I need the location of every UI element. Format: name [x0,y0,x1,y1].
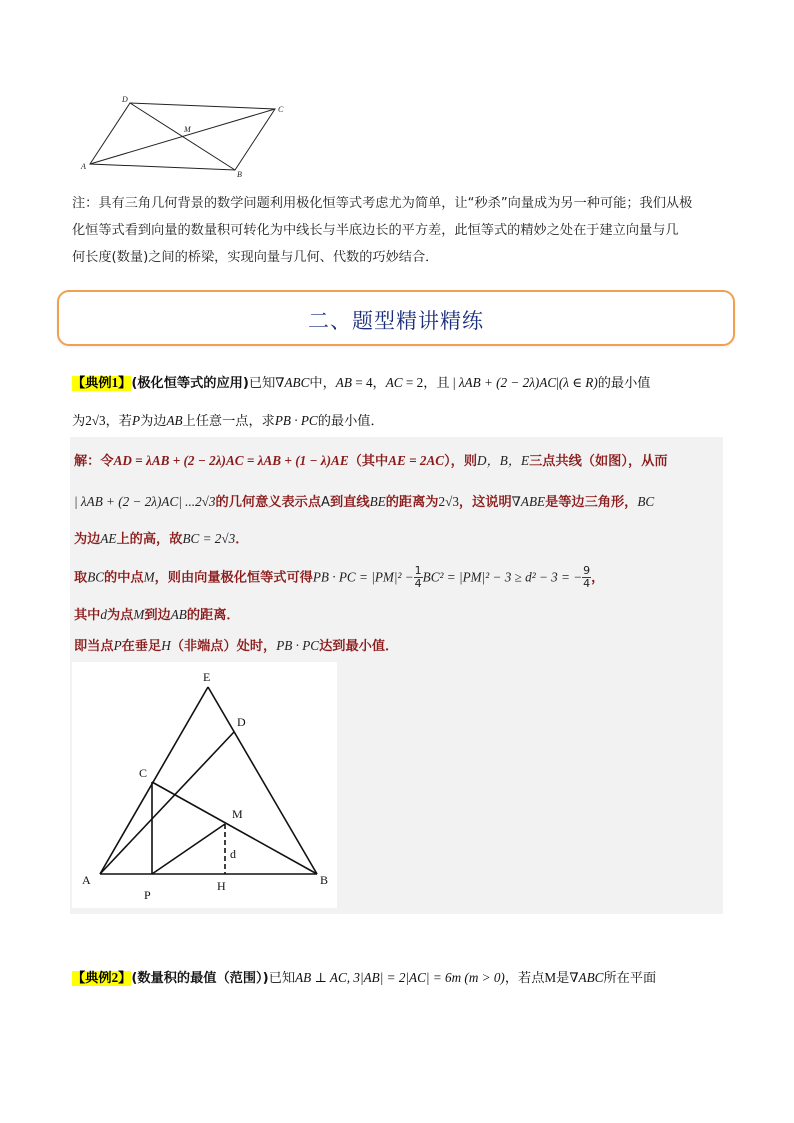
example2-text: 是 [556,971,570,986]
vector-AD-expression: AD = λAB + (2 − 2λ)AC = λAB + (1 − λ)AE [113,453,349,468]
magnitude-expression: | λAB + (2 − 2λ)AC| ...2√3 [74,494,216,509]
parallelogram-figure [80,93,290,178]
fraction-one-quarter: $\frac{1}{4}$ [414,564,422,590]
solution-text: ， [591,570,605,586]
label-H: H [217,879,226,893]
solution-text: 是等边三角形， [545,495,638,510]
label-C: C [278,105,284,114]
solution-text: 为点 [106,608,134,623]
note-paragraph [72,190,727,271]
line-BE: BE [369,494,386,509]
point-M: M [133,607,145,622]
points-DBE: D，B，E [477,453,530,468]
solution-row-3 [74,528,248,547]
segment-AE: AE [100,531,117,546]
side-EB [208,687,317,874]
example1-line2 [72,411,384,432]
example2-tag: 【典例2】 [72,970,132,986]
point-M: M [544,970,557,985]
example2-text: ，若点 [504,971,545,986]
solution-text: （非端点）处时， [170,639,277,654]
label-P: P [144,888,151,902]
var-AC: AC [385,375,403,390]
example1-topic: (极化恒等式的应用) [131,376,249,391]
label-A: A [81,162,86,171]
example1-text: 为边 [140,414,167,429]
value-AC: = 2 [402,375,424,390]
solution-text: 的中点 [104,570,144,586]
example2-text: 所在平面 [603,971,657,986]
label-M: M [184,125,191,134]
solution-text: ，这说明 [458,495,512,510]
example1-tag: 【典例1】 [72,375,132,391]
solution-row-2: | λAB + (2 − 2λ)AC| ...2√3的几何意义表示点A到直线BE的距离为2√3，这说明∇ABE是等边三角形，BC [74,494,655,510]
triangle-figure [72,662,337,908]
label-C: C [139,766,148,780]
solution-row-1 [74,450,668,469]
example1-text: 上任意一点，求 [182,414,275,429]
point-A: A [321,495,331,510]
polarization-expression: PB · PC = |PM|² − [312,569,414,585]
solution-text: 解：令 [74,454,114,469]
solution-text: 即当点 [74,639,114,654]
segment-BC: BC [637,494,655,509]
lambda-condition: (λ ∈ R) [558,375,598,390]
solution-row-4 [74,565,604,590]
solution-text: ），则 [444,454,478,469]
solution-text: 上的高，故 [116,532,183,547]
fraction-nine-quarters: $\frac{9}{4}$ [583,564,591,590]
section-title: 二、题型精讲精练 [308,309,484,333]
var-P: P [132,413,141,428]
vector-condition: AB ⊥ AC, 3|AB| = 2|AC| = 6m (m > 0) [295,970,505,985]
label-d: d [230,847,236,861]
example1-text: ，且 [423,376,450,391]
label-A: A [82,873,91,887]
label-B: B [320,873,329,887]
note-line-1: 注：具有三角几何背景的数学问题利用极化恒等式考虑尤为简单，让“秒杀”向量成为另一种可能；我们从极 [72,196,693,211]
example2-text: 已知 [268,971,296,986]
example2-topic: (数量积的最值（范围）) [131,971,269,986]
note-line-3: 何长度(数量)之间的桥梁，实现向量与几何、代数的巧妙结合． [72,250,439,265]
label-D: D [237,715,246,729]
diagonal-BD [130,103,235,170]
solution-row-6 [74,635,398,654]
dot-product-PB-PC: PB · PC [274,413,318,428]
value-AB: = 4， [351,375,386,390]
triangle-ABE: ABE [520,494,546,509]
point-M: M [143,569,155,585]
solution-text: 三点共线（如图），从而 [529,454,668,469]
solution-text: 的距离为 [385,495,439,510]
note-line-2: 化恒等式看到向量的数量积可转化为中线长与半底边长的平方差，此恒等式的精妙之处在于建立向量与几 [72,223,679,238]
example1-text: ，若 [105,414,132,429]
triangle-ABC: ABC [578,970,604,985]
example1-text: 中， [309,376,336,391]
solution-text: 到直线 [330,495,370,510]
point-H: H [161,638,171,653]
solution-text: 取 [74,570,88,586]
label-B: B [237,170,242,178]
var-d: d [100,607,107,622]
triangle-ABC: ABC [284,375,310,390]
bc-length: BC = 2√3 [182,531,236,546]
solution-text: ，则由向量极化恒等式可得 [154,570,313,586]
example1-text: 为 [72,414,86,429]
solution-text: 到边 [144,608,171,623]
solution-text: ． [235,532,249,547]
example1-text: 的最小值． [317,414,384,429]
segment-AB: AB [170,607,187,622]
example1-text: 已知 [248,376,276,391]
solution-row-5 [74,604,240,623]
label-M: M [232,807,243,821]
solution-text: 在垂足 [121,639,162,654]
segment-BC: BC [87,569,105,585]
example1-line1: 【典例1】(极化恒等式的应用)已知∇ABC中，AB = 4，AC = 2，且 | λAB + (2 − 2λ)AC|(λ ∈ R)的最小值 [72,375,651,391]
vector-expression: λAB + (2 − 2λ)AC [458,375,557,390]
solution-text: （其中 [348,454,389,469]
solution-text: 的几何意义表示点 [215,495,322,510]
distance-value: 2√3 [438,494,459,509]
var-AB: AB [335,375,352,390]
solution-text: 的距离． [186,608,240,623]
vector-AE-expression: AE = 2AC [388,453,445,468]
solution-text: 为边 [74,532,101,547]
min-value: 2√3 [85,413,106,428]
polarization-expression: BC² = |PM|² − 3 ≥ d² − 3 = − [422,569,583,585]
example2-line1: 【典例2】(数量积的最值（范围）)已知AB ⊥ AC, 3|AB| = 2|AC| = 6m (m > 0)，若点M是∇ABC所在平面 [72,970,657,986]
var-AB: AB [166,413,183,428]
solution-text: 达到最小值． [319,639,399,654]
segment-PM [152,824,225,874]
dot-product-PB-PC: PB · PC [276,638,320,653]
label-D: D [122,95,128,104]
segment-AD [100,732,234,874]
example1-text: 的最小值 [597,376,651,391]
solution-text: 其中 [74,608,101,623]
point-P: P [113,638,122,653]
label-E: E [203,670,211,684]
